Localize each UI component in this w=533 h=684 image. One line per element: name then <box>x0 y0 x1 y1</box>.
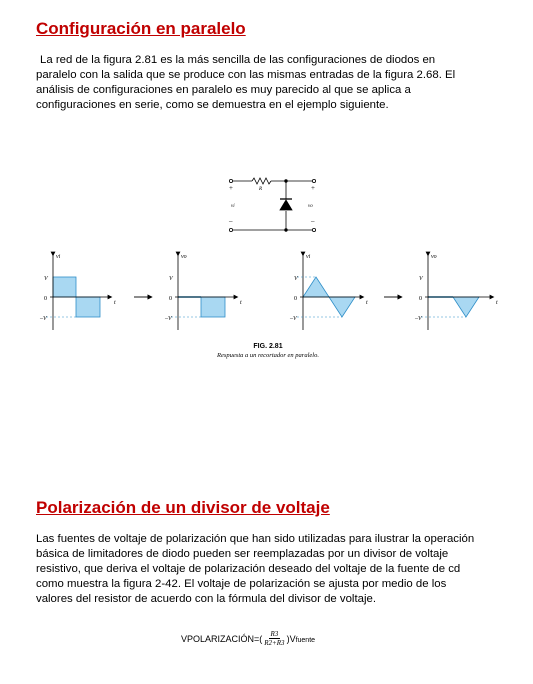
formula-fraction <box>263 630 285 647</box>
formula-denominator: R2+R3 <box>264 639 285 647</box>
graph1-xlabel: t <box>114 300 116 306</box>
formula-lhs: VPOLARIZACIÓN= <box>181 633 260 644</box>
graph2-ylabel: vo <box>181 254 187 260</box>
graph4-xlabel: t <box>496 300 498 306</box>
graph3-ylabel: vi <box>306 254 311 260</box>
graph3-tick-v: V <box>294 276 298 282</box>
section-title-parallel: Configuración en paralelo <box>36 19 246 38</box>
graph3-xlabel: t <box>366 300 368 306</box>
graph3-tick-negv: –V <box>290 316 297 322</box>
figure-caption-number: FIG. 2.81 <box>253 343 283 350</box>
graph-input-square <box>46 254 110 330</box>
figure-caption-text: Respuesta a un recortador en paralelo. <box>217 352 319 359</box>
graph2-tick-negv: –V <box>165 316 172 322</box>
graph2-tick-v: V <box>169 276 173 282</box>
formula-rhs-subscript: fuente <box>295 637 316 644</box>
graph1-tick-v: V <box>44 276 48 282</box>
section-title-divider: Polarización de un divisor de voltaje <box>36 498 330 517</box>
graph-output-triangle <box>421 254 492 330</box>
graph2-xlabel: t <box>240 300 242 306</box>
output-voltage-label: vo <box>308 204 313 209</box>
diode-symbol <box>280 200 292 210</box>
formula-rhs-v: V <box>289 633 296 644</box>
formula-open-paren: ( <box>259 633 263 644</box>
graph1-tick-0: 0 <box>44 296 47 302</box>
graph-output-square <box>171 254 236 330</box>
formula-close-paren: ) <box>286 633 290 644</box>
graph3-tick-0: 0 <box>294 296 297 302</box>
resistor-label: R <box>259 187 263 192</box>
graph2-tick-0: 0 <box>169 296 172 302</box>
paragraph-divider: Las fuentes de voltaje de polarización que han sido utilizadas para ilustrar la operación básica de limitadores de diodo pueden ser reemplazadas por un divisor de voltaje resistivo, que deriva el voltaje de polarización deseado del voltaje de la fuente de cd como muestra la figura 2-42. El voltaje de polarización se ajusta por medio de los valores del resistor de acuerdo con la fórmula del divisor de voltaje. <box>36 533 475 605</box>
voltage-divider-formula <box>181 630 315 647</box>
output-plus: + <box>311 184 315 192</box>
formula-numerator: R3 <box>270 630 279 638</box>
graph-input-triangle <box>297 254 362 330</box>
graph4-tick-v: V <box>419 276 423 282</box>
input-voltage-label: vi <box>231 204 235 209</box>
input-plus: + <box>229 184 233 192</box>
resistor-symbol <box>252 178 271 184</box>
clipper-circuit <box>229 178 315 232</box>
graph1-ylabel: vi <box>56 254 61 260</box>
graph4-tick-negv: –V <box>415 316 422 322</box>
input-minus: – <box>229 217 233 225</box>
graph4-ylabel: vo <box>431 254 437 260</box>
graph1-tick-negv: –V <box>40 316 47 322</box>
output-minus: – <box>311 217 315 225</box>
graph4-tick-0: 0 <box>419 296 422 302</box>
paragraph-parallel: La red de la figura 2.81 es la más sencilla de las configuraciones de diodos en paralelo con la salida que se produce con las mismas entradas de la figura 2.68. El análisis de configuraciones en paralelo es muy parecido al que se aplica a configuraciones en serie, como se demuestra en el ejemplo siguiente. <box>36 54 456 111</box>
